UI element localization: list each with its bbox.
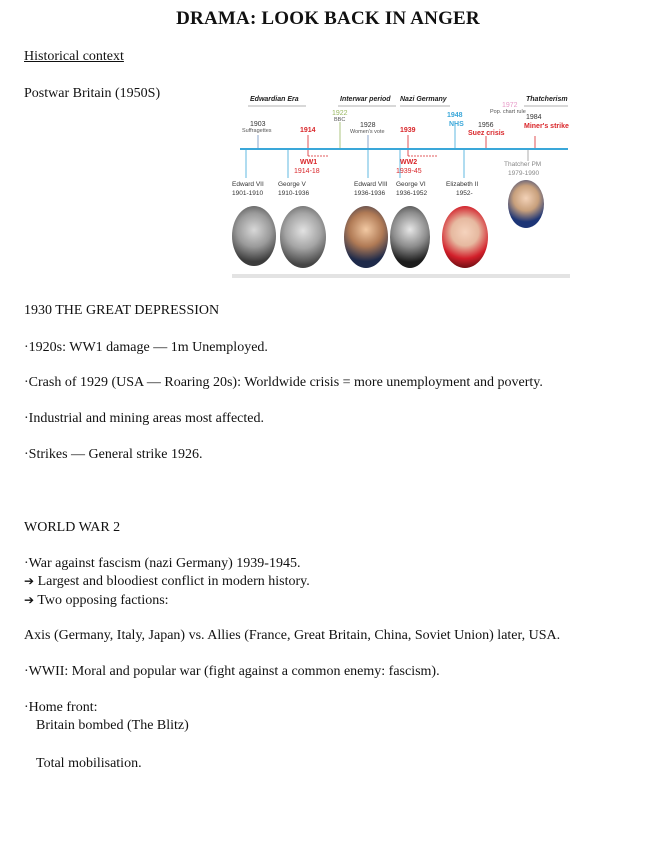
event-1922: 1922 (332, 110, 348, 117)
monarch-george-vi-years: 1936-1952 (396, 190, 428, 197)
portrait-george-vi (390, 206, 430, 268)
ww2-factions: Axis (Germany, Italy, Japan) vs. Allies (France, Great Britain, China, Soviet Union) later, USA. (24, 628, 561, 643)
ww2-arrow-item-1 (24, 574, 310, 590)
ww2-arrow-text-1: Largest and bloodiest conflict in modern history. (37, 574, 310, 589)
section-heading-world-war-2: WORLD WAR 2 (24, 520, 121, 535)
monarch-elizabeth-ii: Elizabeth II (446, 181, 479, 188)
event-1972: 1972 (502, 102, 518, 109)
war-ww2: WW2 (400, 159, 418, 166)
ww2-blitz: Britain bombed (The Blitz) (36, 718, 189, 733)
portrait-george-v (280, 206, 326, 268)
event-1948: 1948 (447, 112, 463, 119)
event-suez-crisis: Suez crisis (468, 130, 505, 137)
document-title: DRAMA: LOOK BACK IN ANGER (176, 8, 480, 29)
ww2-moral-war: ·WWII: Moral and popular war (fight against a common enemy: fascism). (24, 664, 440, 679)
section-heading-great-depression: 1930 THE GREAT DEPRESSION (24, 303, 220, 318)
monarch-edward-vii-years: 1901-1910 (232, 190, 264, 197)
event-1922-note: BBC (334, 117, 346, 123)
event-1956: 1956 (478, 122, 494, 129)
event-womens-vote: Women's vote (350, 129, 385, 135)
portrait-elizabeth-ii (442, 206, 488, 268)
ww2-arrow-text-2: Two opposing factions: (37, 593, 169, 608)
depression-item-1: ·1920s: WW1 damage — 1m Unemployed. (24, 340, 268, 355)
event-miners-strike: Miner's strike (524, 123, 569, 130)
thatcher-years: 1979-1990 (508, 170, 540, 177)
event-suffragettes: Suffragettes (242, 128, 272, 134)
war-ww1-years: 1914-18 (294, 168, 320, 175)
timeline-figure (228, 86, 572, 284)
event-1903: 1903 (250, 121, 266, 128)
event-1928: 1928 (360, 122, 376, 129)
war-ww2-years: 1939-45 (396, 168, 422, 175)
ww2-home-front: ·Home front: (24, 700, 98, 715)
era-thatcherism: Thatcherism (526, 96, 568, 103)
monarch-edward-vii: Edward VII (232, 181, 264, 188)
monarch-george-vi: George VI (396, 181, 426, 188)
era-nazi-germany: Nazi Germany (400, 96, 447, 103)
depression-item-2: ·Crash of 1929 (USA — Roaring 20s): Worldwide crisis = more unemployment and poverty. (24, 375, 543, 390)
arrow-icon: ➔ (24, 593, 35, 607)
event-1914: 1914 (300, 127, 316, 134)
section-heading-historical-context: Historical context (24, 49, 124, 64)
event-1984: 1984 (526, 114, 542, 121)
arrow-icon: ➔ (24, 574, 35, 588)
era-edwardian: Edwardian Era (250, 96, 299, 103)
portrait-thatcher (508, 180, 544, 228)
era-interwar: Interwar period (340, 96, 391, 103)
event-1972-note: Pop. chart rule (490, 109, 526, 115)
portrait-edward-viii (344, 206, 388, 268)
monarch-george-v-years: 1910-1936 (278, 190, 310, 197)
thatcher-label: Thatcher PM (504, 161, 542, 168)
depression-item-3: ·Industrial and mining areas most affected. (24, 411, 264, 426)
portrait-edward-vii (232, 206, 276, 266)
monarch-edward-viii: Edward VIII (354, 181, 388, 188)
postwar-britain-label: Postwar Britain (1950S) (24, 86, 161, 101)
ww2-arrow-item-2 (24, 593, 169, 609)
monarch-edward-viii-years: 1936-1936 (354, 190, 386, 197)
ww2-war-line: ·War against fascism (nazi Germany) 1939-1945. (24, 556, 301, 571)
war-ww1: WW1 (300, 159, 318, 166)
monarch-george-v: George V (278, 181, 306, 188)
ww2-total-mobilisation: Total mobilisation. (36, 756, 142, 771)
monarch-elizabeth-ii-years: 1952- (456, 190, 473, 197)
depression-item-4: ·Strikes — General strike 1926. (24, 447, 203, 462)
event-1939: 1939 (400, 127, 416, 134)
event-nhs: NHS (449, 121, 464, 128)
